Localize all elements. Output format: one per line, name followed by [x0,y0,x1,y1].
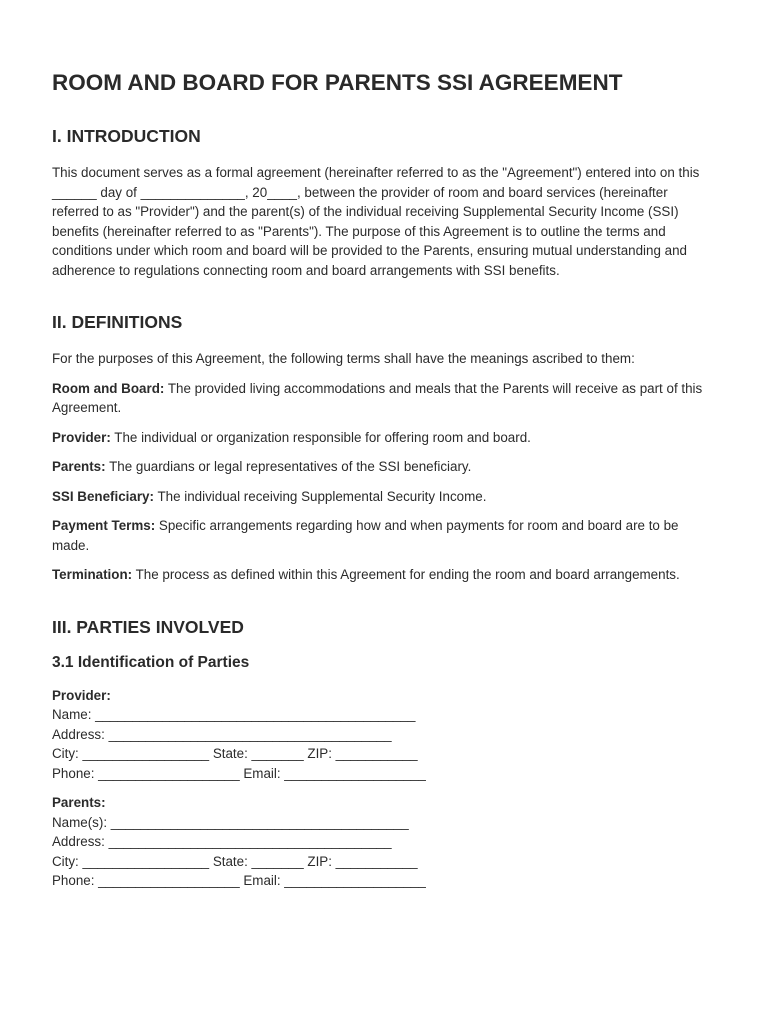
parents-block [52,793,718,891]
definition-term: Termination: [52,567,133,582]
definition-term: Room and Board: [52,380,165,396]
definition-text: The individual or organization responsible for offering room and board. [110,429,531,445]
provider-block [52,686,718,784]
definition-text: The provided living accommodations and meals that the Parents will receive as part of this Agreement. [52,380,703,415]
definition-provider [52,428,718,448]
definition-term: Parents: [52,459,106,474]
provider-address-field[interactable]: Address: ______________________________________ [52,726,392,742]
parents-phone-email-field[interactable]: Phone: ___________________ Email: ___________________ [52,873,426,888]
introduction-paragraph: This document serves as a formal agreement (hereinafter referred to as the "Agreement") entered into on this ______ day of ______________, 20____, between the provider of room and board services (hereinafter referred to as "Provider") and the parent(s) of the individual receiving Supplemental Security Income (SSI) benefits (hereinafter referred to as "Parents"). The purpose of this Agreement is to outline the terms and conditions under which room and board will be provided to the Parents, ensuring mutual understanding and adherence to regulations connecting room and board arrangements with SSI benefits. [52,165,700,278]
introduction-heading: I. INTRODUCTION [52,126,201,146]
parents-name-field[interactable]: Name(s): ________________________________________ [52,814,409,830]
definition-payment-terms [52,516,718,555]
definitions-intro: For the purposes of this Agreement, the following terms shall have the meanings ascribed to them: [52,351,635,366]
provider-name-field[interactable]: Name: ___________________________________________ [52,707,416,722]
parents-address-field[interactable]: Address: ______________________________________ [52,834,392,849]
parents-city-state-zip-field[interactable]: City: _________________ State: _______ ZIP: ___________ [52,853,418,869]
section-spacer [52,595,718,617]
definition-parents [52,457,718,477]
definition-room-and-board [52,379,718,418]
definition-term: SSI Beneficiary: [52,488,154,504]
definition-ssi-beneficiary [52,487,718,507]
definitions-heading: II. DEFINITIONS [52,312,183,332]
definition-text: The guardians or legal representatives of the SSI beneficiary. [105,459,472,474]
definition-text: Specific arrangements regarding how and when payments for room and board are to be made. [52,518,679,553]
document-title: ROOM AND BOARD FOR PARENTS SSI AGREEMENT [52,70,623,95]
definition-text: The individual receiving Supplemental Security Income. [153,488,487,504]
provider-city-state-zip-field[interactable]: City: _________________ State: _______ ZIP: ___________ [52,746,418,761]
definition-term: Payment Terms: [52,518,156,533]
provider-label: Provider: [52,687,111,703]
parties-heading: III. PARTIES INVOLVED [52,616,244,637]
section-spacer [52,290,718,312]
provider-phone-email-field[interactable]: Phone: ___________________ Email: ___________________ [52,765,426,781]
definition-text: The process as defined within this Agreement for ending the room and board arrangements. [132,567,680,582]
identification-subheading: 3.1 Identification of Parties [52,653,250,671]
definition-termination [52,565,718,585]
parents-label: Parents: [52,795,106,810]
definition-term: Provider: [52,429,111,445]
